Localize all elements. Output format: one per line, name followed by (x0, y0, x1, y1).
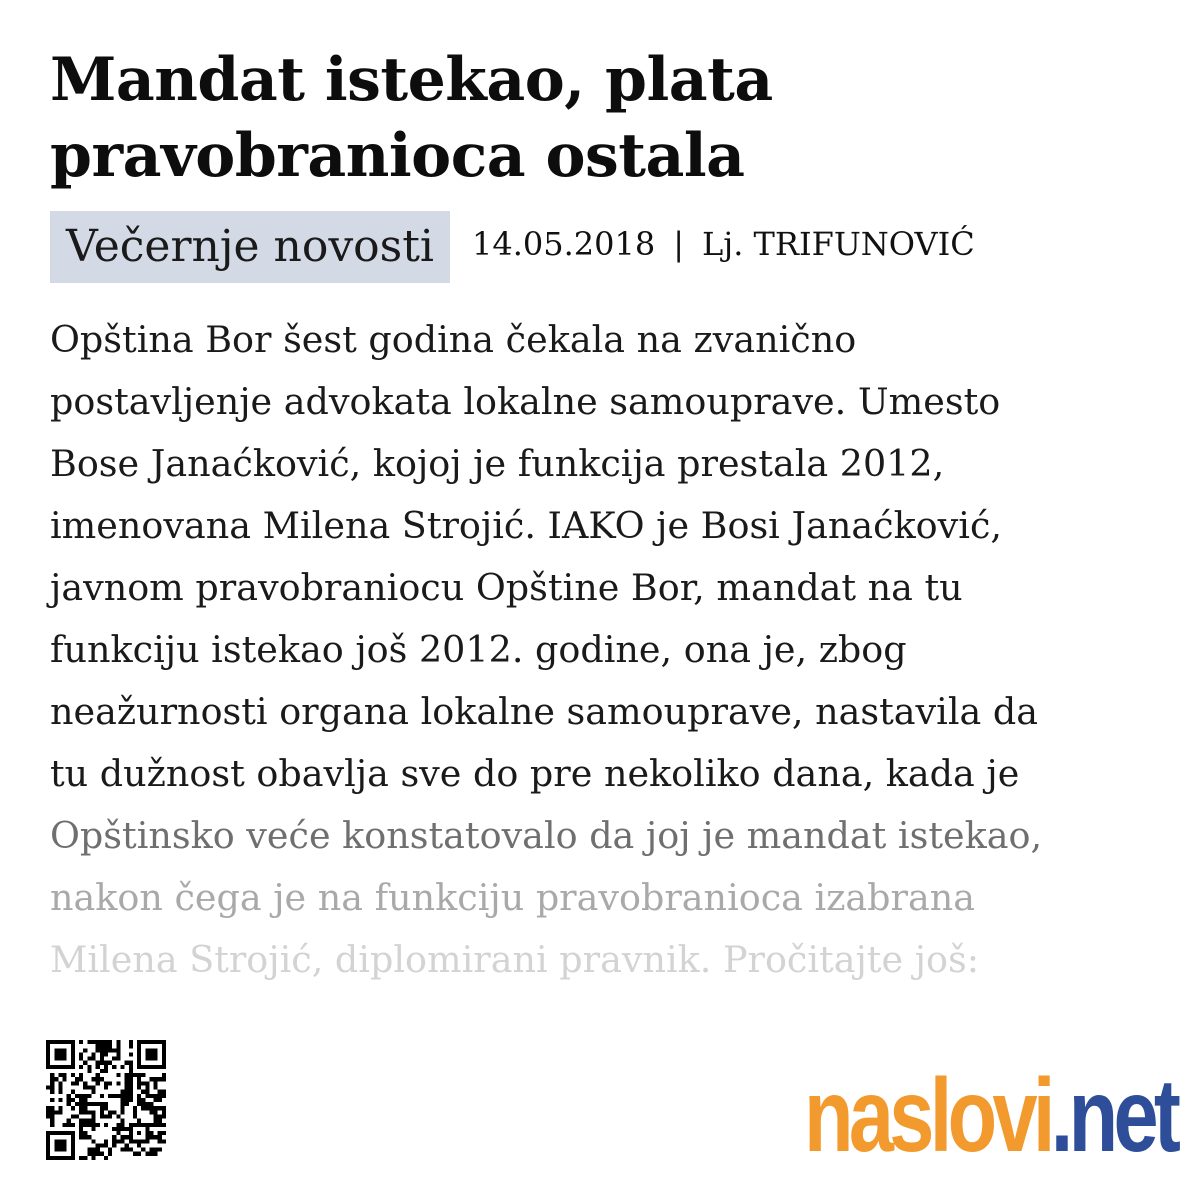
byline-separator: | (673, 225, 685, 263)
body-line-2: postavljenje advokata lokalne samouprave. Umesto (50, 380, 1001, 423)
logo-text-net: .net (1050, 1058, 1177, 1174)
body-line-4: imenovana Milena Strojić. IAKO je Bosi Janaćković, (50, 504, 1002, 547)
naslovi-net-logo[interactable] (804, 1056, 1176, 1176)
qr-code-icon[interactable] (46, 1038, 166, 1162)
article-author: Lj. TRIFUNOVIĆ (702, 225, 975, 263)
article-body (50, 309, 1160, 991)
article-date: 14.05.2018 (472, 225, 656, 263)
body-line-3: Bose Janaćković, kojoj je funkcija prestala 2012, (50, 442, 945, 485)
body-line-10: nakon čega je na funkciju pravobranioca izabrana (50, 876, 976, 919)
article-meta (50, 211, 975, 283)
source-badge: Večernje novosti (50, 211, 450, 283)
article-title-line-2: pravobranioca ostala (50, 121, 745, 191)
body-line-7: neažurnosti organa lokalne samouprave, nastavila da (50, 690, 1039, 733)
article-title (50, 42, 1150, 194)
body-line-9: Opštinsko veće konstatovalo da joj je mandat istekao, (50, 814, 1043, 857)
article-title-line-1: Mandat istekao, plata (50, 45, 773, 115)
body-line-8: tu dužnost obavlja sve do pre nekoliko dana, kada je (50, 752, 1020, 795)
body-line-5: javnom pravobraniocu Opštine Bor, mandat na tu (50, 566, 963, 609)
body-line-1: Opština Bor šest godina čekala na zvanično (50, 318, 857, 361)
body-line-11: Milena Strojić, diplomirani pravnik. Pročitajte još: (50, 938, 979, 981)
body-line-6: funkciju istekao još 2012. godine, ona je, zbog (50, 628, 907, 671)
article-byline (472, 225, 975, 263)
logo-text-naslovi: naslovi (804, 1058, 1051, 1174)
